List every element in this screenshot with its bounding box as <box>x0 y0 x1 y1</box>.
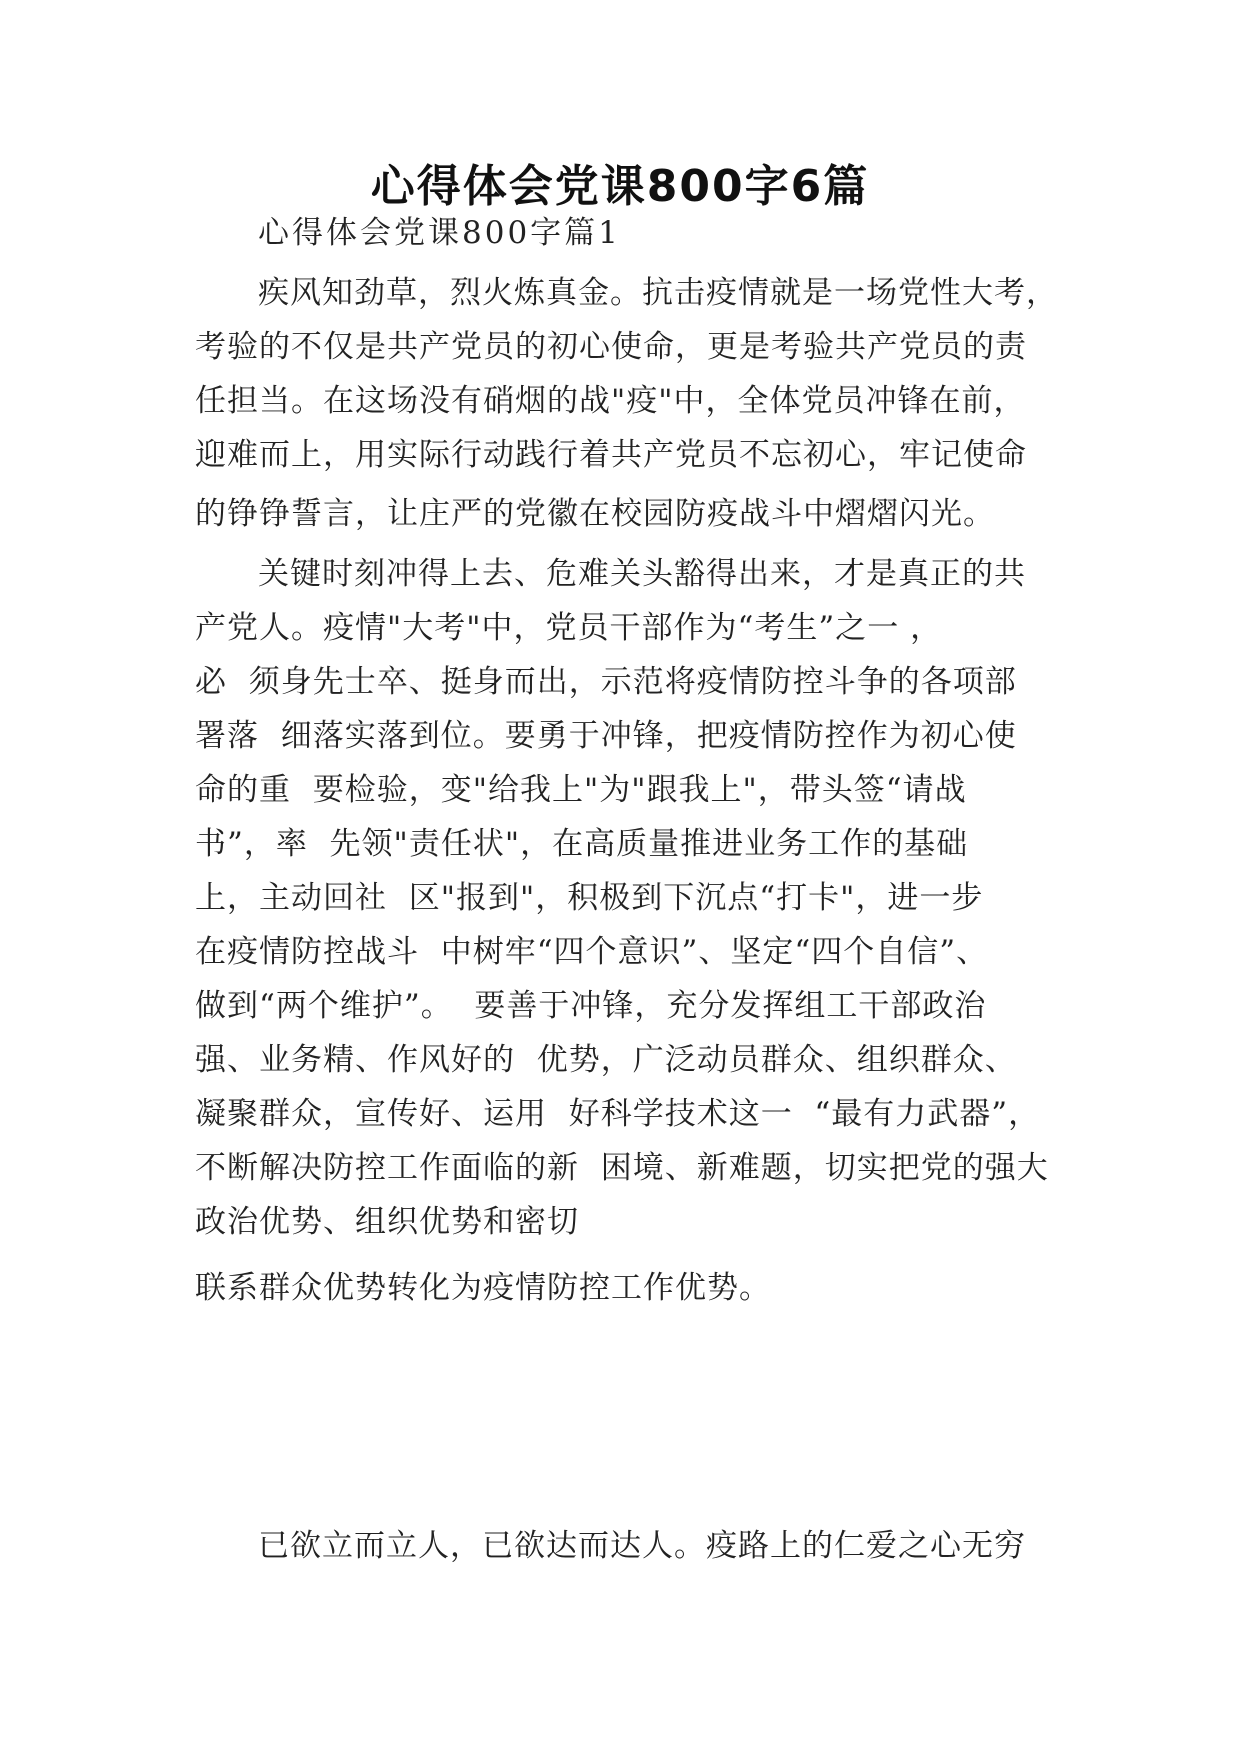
paragraph-line: 做到“两个维护”。 要善于冲锋，充分发挥组工干部政治 <box>195 988 987 1024</box>
paragraph-line: 联系群众优势转化为疫情防控工作优势。 <box>195 1270 771 1306</box>
paragraph-line: 产党人。疫情"大考"中，党员干部作为“考生”之一 ， <box>195 610 943 646</box>
paragraph-line: 必 须身先士卒、挺身而出，示范将疫情防控斗争的各项部 <box>195 664 1017 700</box>
paragraph-line: 任担当。在这场没有硝烟的战"疫"中，全体党员冲锋在前， <box>195 383 1026 419</box>
paragraph-line: 凝聚群众，宣传好、运用 好科学技术这一 “最有力武器”， <box>195 1096 1041 1132</box>
paragraph-line: 不断解决防控工作面临的新 困境、新难题，切实把党的强大 <box>195 1150 1049 1186</box>
paragraph-line: 疾风知劲草，烈火炼真金。抗击疫情就是一场党性大考， <box>258 275 1058 311</box>
paragraph-line: 在疫情防控战斗 中树牢“四个意识”、坚定“四个自信”、 <box>195 934 989 970</box>
paragraph-line: 命的重 要检验，变"给我上"为"跟我上"，带头签“请战 <box>195 772 967 808</box>
paragraph-line: 政治优势、组织优势和密切 <box>195 1204 579 1240</box>
paragraph-line: 关键时刻冲得上去、危难关头豁得出来，才是真正的共 <box>258 556 1026 592</box>
paragraph-line: 强、业务精、作风好的 优势，广泛动员群众、组织群众、 <box>195 1042 1017 1078</box>
paragraph-line: 书”，率 先领"责任状"，在高质量推进业务工作的基础 <box>195 826 969 862</box>
section-heading: 心得体会党课800字篇1 <box>258 215 621 251</box>
paragraph-line: 已欲立而立人，已欲达而达人。疫路上的仁爱之心无穷 <box>258 1528 1026 1564</box>
paragraph-line: 署落 细落实落到位。要勇于冲锋，把疫情防控作为初心使 <box>195 718 1017 754</box>
paragraph-line: 上，主动回社 区"报到"，积极到下沉点“打卡"，进一步 <box>195 880 984 916</box>
paragraph-line: 的铮铮誓言，让庄严的党徽在校园防疫战斗中熠熠闪光。 <box>195 496 995 532</box>
paragraph-line: 迎难而上，用实际行动践行着共产党员不忘初心，牢记使命 <box>195 437 1027 473</box>
document-title: 心得体会党课800字6篇 <box>370 161 870 212</box>
paragraph-line: 考验的不仅是共产党员的初心使命，更是考验共产党员的责 <box>195 329 1027 365</box>
